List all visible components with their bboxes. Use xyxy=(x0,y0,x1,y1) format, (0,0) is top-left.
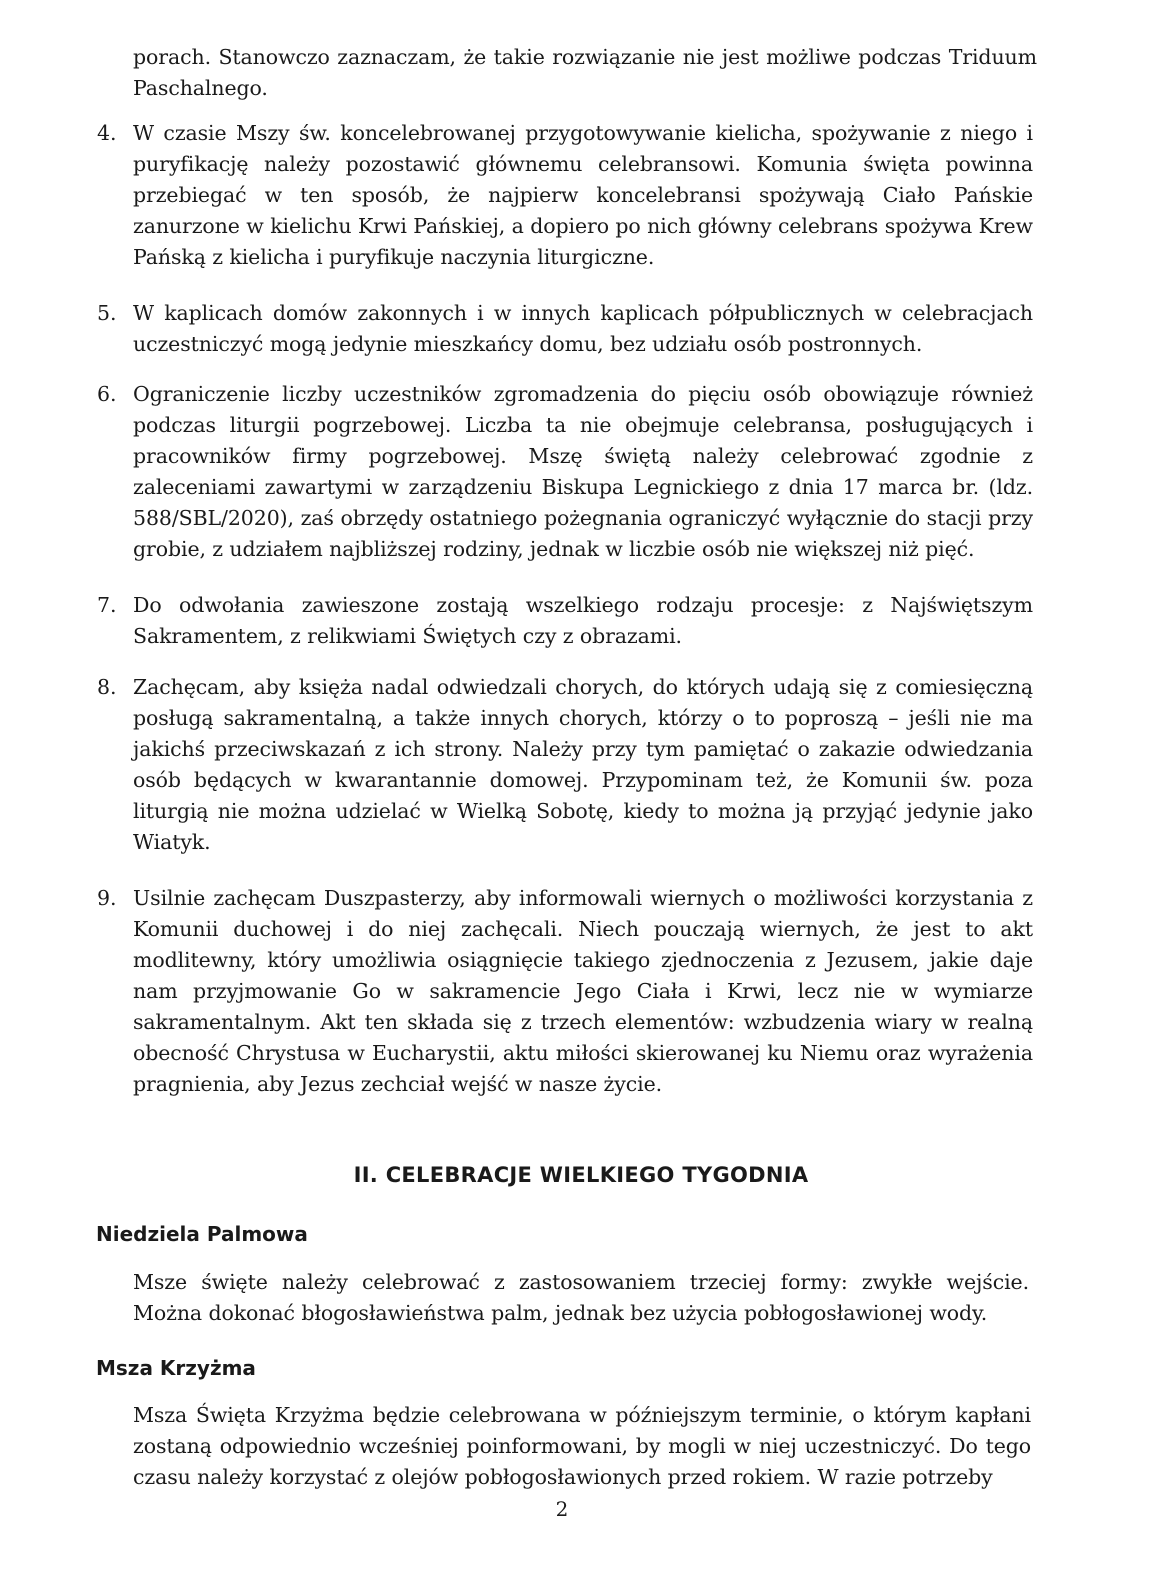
subsection-text-chrism-mass: Msza Święta Krzyżma będzie celebrowana w późniejszym terminie, o którym kapłani zostaną odpowiednio wcześniej poinformowani, by mogli w niej uczestniczyć. Do tego czasu należy korzystać z olejów pobłogosławionych przed rokiem. W razie potrzeby xyxy=(133,1403,1031,1489)
subsection-heading-chrism-mass: Msza Krzyżma xyxy=(96,1356,256,1380)
list-item-number: 4. xyxy=(97,121,117,145)
list-item-text: Ograniczenie liczby uczestników zgromadzenia do pięciu osób obowiązuje również podczas liturgii pogrzebowej. Liczba ta nie obejmuje celebransa, posługujących i pracowników firmy pogrzebowej. Mszę świętą należy celebrować zgodnie z zaleceniami zawartymi w zarządzeniu Biskupa Legnickiego z dnia 17 marca br. (ldz. 588/SBL/2020), zaś obrzędy ostatniego pożegnania ograniczyć wyłącznie do stacji przy grobie, z udziałem najbliższej rodziny, jednak w liczbie osób nie większej niż pięć. xyxy=(133,382,1033,561)
page-number: 2 xyxy=(555,1497,569,1521)
list-item-number: 5. xyxy=(97,301,117,325)
list-item-number: 7. xyxy=(97,593,117,617)
list-item-text: W kaplicach domów zakonnych i w innych kaplicach półpublicznych w celebracjach uczestniczyć mogą jedynie mieszkańcy domu, bez udziału osób postronnych. xyxy=(133,301,1033,356)
subsection-heading-palm-sunday: Niedziela Palmowa xyxy=(96,1222,308,1246)
list-item-text: Do odwołania zawieszone zostają wszelkiego rodzaju procesje: z Najświętszym Sakramentem, z relikwiami Świętych czy z obrazami. xyxy=(133,593,1033,648)
list-item-text: Usilnie zachęcam Duszpasterzy, aby informowali wiernych o możliwości korzystania z Komunii duchowej i do niej zachęcali. Niech pouczają wiernych, że jest to akt modlitewny, który umożliwia osiągnięcie takiego zjednoczenia z Jezusem, jakie daje nam przyjmowanie Go w sakramencie Jego Ciała i Krwi, lecz nie w wymiarze sakramentalnym. Akt ten składa się z trzech elementów: wzbudzenia wiary w realną obecność Chrystusa w Eucharystii, aktu miłości skierowanej ku Niemu oraz wyrażenia pragnienia, aby Jezus zechciał wejść w nasze życie. xyxy=(133,886,1033,1096)
list-item-number: 8. xyxy=(97,675,117,699)
list-item-text: Zachęcam, aby księża nadal odwiedzali chorych, do których udają się z comiesięczną posługą sakramentalną, a także innych chorych, którzy o to poproszą – jeśli nie ma jakichś przeciwskazań z ich strony. Należy przy tym pamiętać o zakazie odwiedzania osób będących w kwarantannie domowej. Przypominam też, że Komunii św. poza liturgią nie można udzielać w Wielką Sobotę, kiedy to można ją przyjąć jedynie jako Wiatyk. xyxy=(133,675,1033,854)
subsection-text-palm-sunday: Msze święte należy celebrować z zastosowaniem trzeciej formy: zwykłe wejście. Można dokonać błogosławieństwa palm, jednak bez użycia pobłogosławionej wody. xyxy=(133,1270,1029,1325)
list-item-text: W czasie Mszy św. koncelebrowanej przygotowywanie kielicha, spożywanie z niego i puryfikację należy pozostawić głównemu celebransowi. Komunia święta powinna przebiegać w ten sposób, że najpierw koncelebransi spożywają Ciało Pańskie zanurzone w kielichu Krwi Pańskiej, a dopiero po nich główny celebrans spożywa Krew Pańską z kielicha i puryfikuje naczynia liturgiczne. xyxy=(133,121,1033,269)
list-item-number: 6. xyxy=(97,382,117,406)
intro-paragraph: porach. Stanowczo zaznaczam, że takie rozwiązanie nie jest możliwe podczas Triduum Paschalnego. xyxy=(133,45,1037,100)
list-item-number: 9. xyxy=(97,886,117,910)
section-title: II. CELEBRACJE WIELKIEGO TYGODNIA xyxy=(353,1163,809,1187)
